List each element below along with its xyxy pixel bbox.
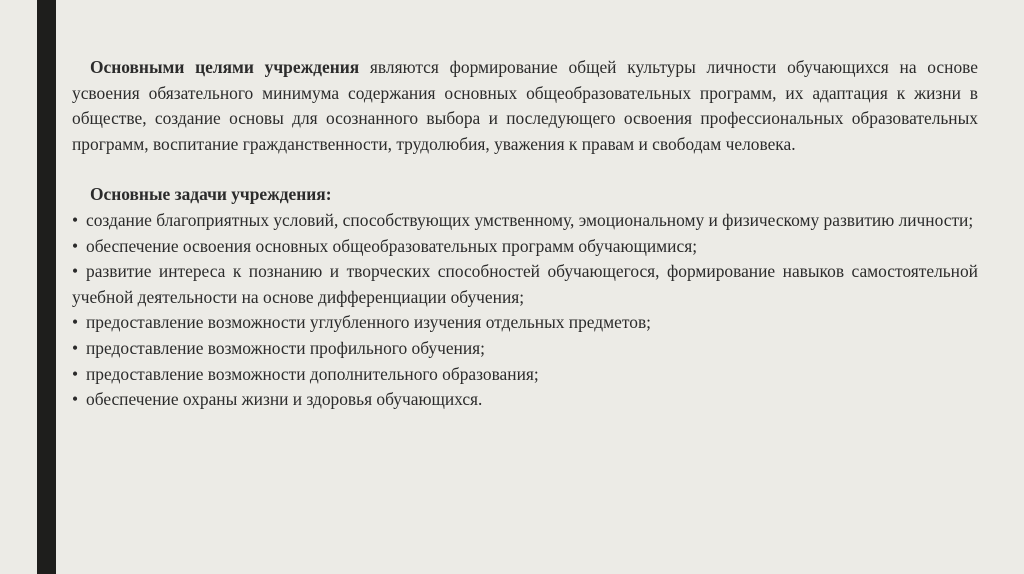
list-item-text: предоставление возможности углубленного изучения отдельных предметов;	[86, 312, 651, 333]
goals-text: являются формирование общей культуры личности обучающихся на основе усвоения обязательного минимума содержания основных общеобразовательных программ, их адаптация к жизни в обществе, создание основы для осознанного выбора и последующего освоения профессиональных образовательных программ, воспитание гражданственности, трудолюбия, уважения к правам и свободам человека.	[72, 57, 978, 154]
slide-content	[72, 55, 978, 413]
list-item-text: обеспечение освоения основных общеобразовательных программ обучающимися;	[86, 235, 698, 256]
list-item	[72, 259, 978, 310]
list-item	[72, 310, 978, 336]
bullet-icon: •	[72, 261, 79, 282]
goals-lead: Основными целями учреждения	[90, 57, 360, 77]
bullet-icon: •	[72, 363, 79, 384]
list-item-text: создание благоприятных условий, способствующих умственному, эмоциональному и физическому развитию личности;	[86, 209, 974, 230]
bullet-icon: •	[72, 209, 79, 230]
left-accent-bar	[37, 0, 56, 574]
tasks-title: Основные задачи учреждения:	[90, 184, 332, 205]
list-item-text: развитие интереса к познанию и творческих способностей обучающегося, формирование навыков самостоятельной учебной деятельности на основе дифференциации обучения;	[72, 261, 978, 307]
bullet-icon: •	[72, 235, 79, 256]
list-item	[72, 336, 978, 362]
list-item-text: предоставление возможности профильного обучения;	[86, 337, 485, 358]
bullet-icon: •	[72, 312, 79, 333]
tasks-list	[72, 208, 978, 413]
list-item	[72, 387, 978, 413]
bullet-icon: •	[72, 389, 79, 410]
list-item-text: обеспечение охраны жизни и здоровья обучающихся.	[86, 389, 483, 410]
bullet-icon: •	[72, 337, 79, 358]
list-item	[72, 234, 978, 260]
goals-paragraph	[72, 55, 978, 157]
list-item-text: предоставление возможности дополнительного образования;	[86, 363, 539, 384]
list-item	[72, 362, 978, 388]
list-item	[72, 208, 978, 234]
